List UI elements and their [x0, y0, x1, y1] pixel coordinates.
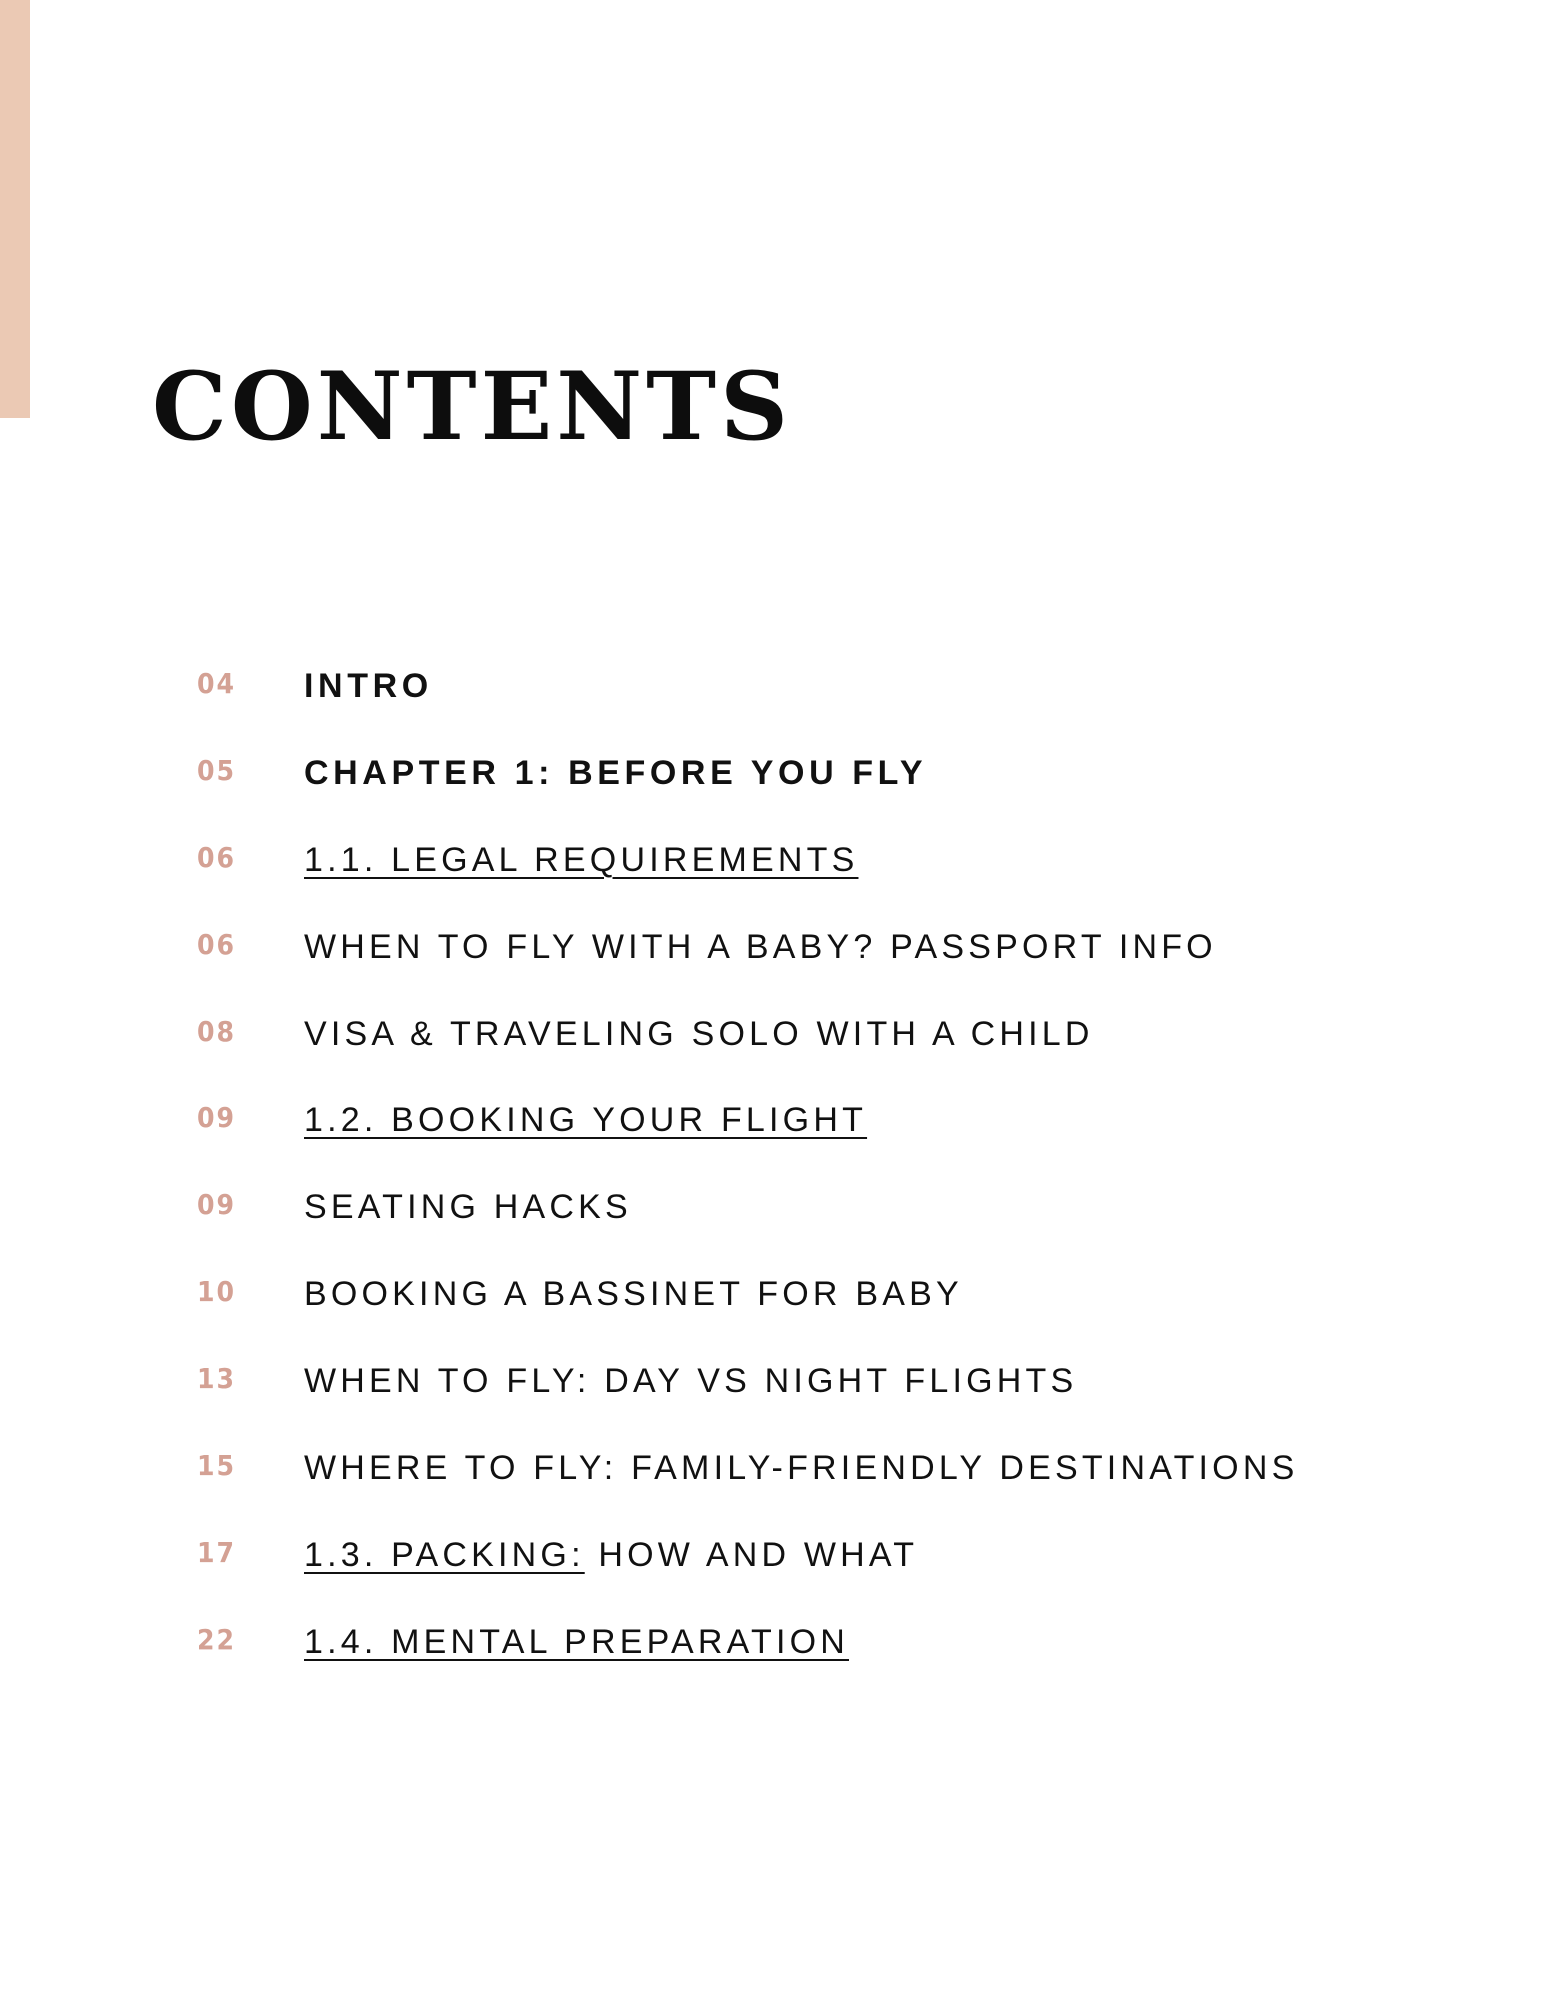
toc-entry[interactable]	[0, 1012, 1545, 1099]
toc-entry-label[interactable]	[304, 666, 433, 706]
toc-page-number: 04	[197, 667, 237, 700]
toc-page-number: 15	[197, 1449, 237, 1483]
toc-page-number: 10	[197, 1275, 237, 1309]
toc-entry-text: HOW AND WHAT	[584, 1535, 919, 1574]
table-of-contents	[0, 664, 1545, 1707]
toc-entry-label[interactable]	[304, 840, 858, 880]
toc-entry[interactable]	[0, 1620, 1545, 1707]
accent-bar	[0, 0, 30, 418]
toc-entry-text: BOOKING A BASSINET FOR BABY	[304, 1275, 963, 1314]
toc-entry-text: VISA & TRAVELING SOLO WITH A CHILD	[304, 1014, 1094, 1053]
toc-entry[interactable]	[0, 1185, 1545, 1272]
toc-page-number: 17	[197, 1535, 237, 1569]
toc-entry-label[interactable]	[304, 1535, 918, 1575]
toc-page-number: 06	[197, 927, 237, 961]
toc-entry-text: WHEN TO FLY WITH A BABY? PASSPORT INFO	[304, 927, 1217, 966]
toc-page-number: 05	[197, 753, 237, 787]
toc-page-number: 09	[197, 1101, 237, 1135]
toc-section-link[interactable]: 1.2. BOOKING YOUR FLIGHT	[304, 1101, 868, 1140]
toc-entry[interactable]	[0, 1272, 1545, 1359]
toc-entry[interactable]	[0, 1533, 1545, 1620]
toc-entry-label[interactable]	[304, 1014, 1094, 1054]
toc-entry-label[interactable]	[304, 1361, 1077, 1401]
toc-entry-label[interactable]	[304, 1100, 867, 1140]
toc-entry[interactable]	[0, 1359, 1545, 1446]
toc-entry-text: WHERE TO FLY: FAMILY-FRIENDLY DESTINATIONS	[304, 1449, 1299, 1488]
toc-entry-text: SEATING HACKS	[304, 1188, 632, 1227]
toc-entry-label[interactable]	[304, 1622, 849, 1662]
toc-page-number: 22	[197, 1622, 237, 1656]
toc-entry-label[interactable]	[304, 1448, 1298, 1488]
toc-entry-label[interactable]	[304, 1187, 632, 1227]
toc-page-number: 06	[197, 840, 237, 874]
toc-entry-label[interactable]	[304, 753, 927, 793]
toc-entry[interactable]	[0, 1446, 1545, 1533]
toc-entry[interactable]	[0, 751, 1545, 838]
toc-entry[interactable]	[0, 838, 1545, 925]
toc-entry-text: CHAPTER 1: BEFORE YOU FLY	[304, 753, 928, 792]
page-title: CONTENTS	[152, 352, 792, 462]
toc-entry[interactable]	[0, 1098, 1545, 1185]
toc-entry[interactable]	[0, 664, 1545, 751]
toc-page-number: 09	[197, 1188, 237, 1222]
toc-section-link[interactable]: 1.1. LEGAL REQUIREMENTS	[304, 840, 859, 879]
toc-entry-text: INTRO	[304, 667, 433, 705]
toc-entry-text: WHEN TO FLY: DAY VS NIGHT FLIGHTS	[304, 1362, 1078, 1401]
toc-page-number: 08	[197, 1014, 237, 1048]
toc-page-number: 13	[197, 1362, 237, 1396]
toc-entry-label[interactable]	[304, 927, 1217, 967]
toc-section-link[interactable]: 1.4. MENTAL PREPARATION	[304, 1622, 849, 1661]
toc-entry[interactable]	[0, 925, 1545, 1012]
toc-entry-label[interactable]	[304, 1274, 963, 1314]
toc-section-link[interactable]: 1.3. PACKING:	[304, 1535, 585, 1574]
